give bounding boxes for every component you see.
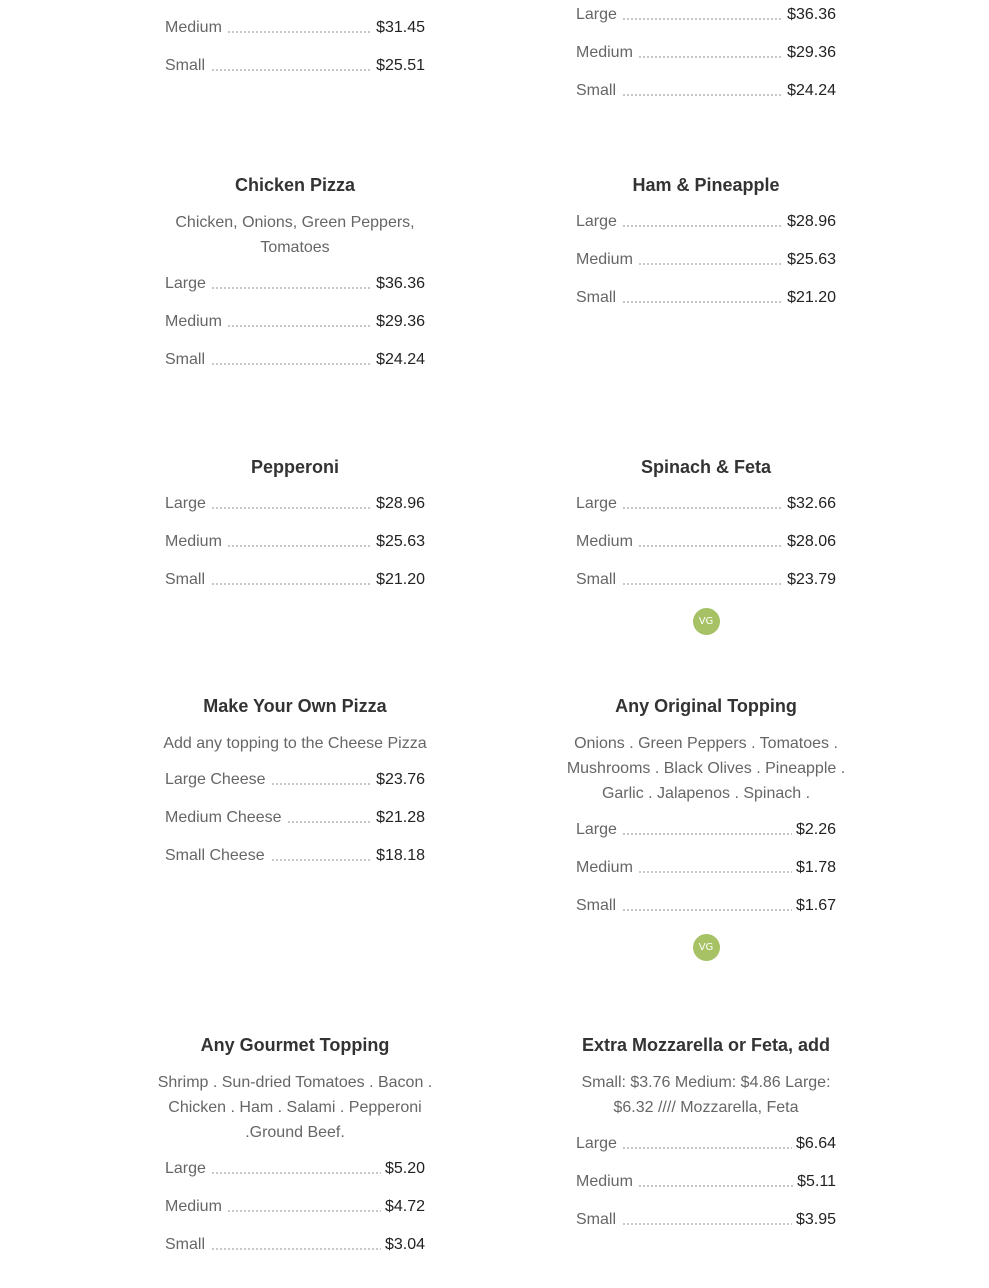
price: $18.18 — [372, 844, 425, 868]
price: $21.20 — [372, 568, 425, 592]
price-row — [155, 272, 435, 310]
size-label: Small — [165, 1233, 211, 1257]
price-row — [566, 41, 846, 79]
price-row — [566, 1208, 846, 1246]
price-row — [155, 1233, 435, 1271]
size-label: Small Cheese — [165, 844, 271, 868]
item-title: Pepperoni — [250, 457, 339, 477]
price: $21.28 — [372, 806, 425, 830]
price-row — [566, 3, 846, 41]
size-label: Small — [576, 894, 622, 918]
price-row — [566, 1132, 846, 1170]
menu-item-partial-top-right — [566, 3, 846, 117]
price-row — [155, 54, 435, 92]
price-row — [155, 492, 435, 530]
price-row — [566, 1170, 846, 1208]
price: $28.96 — [783, 210, 836, 234]
size-label: Medium — [576, 1170, 639, 1194]
item-title: Make Your Own Pizza — [203, 696, 387, 716]
price: $1.78 — [792, 856, 836, 880]
price: $36.36 — [783, 3, 836, 27]
price: $36.36 — [372, 272, 425, 296]
price-row — [155, 568, 435, 606]
size-label: Small — [165, 568, 211, 592]
size-label: Small — [165, 348, 211, 372]
size-label: Medium — [576, 530, 639, 554]
price: $3.04 — [381, 1233, 425, 1257]
price: $31.45 — [372, 16, 425, 40]
item-title: Ham & Pineapple — [632, 175, 780, 195]
menu-item-gourmet-topping — [155, 1033, 435, 1271]
item-description: Small: $3.76 Medium: $4.86 Large: $6.32 //// Mozzarella, Feta — [581, 1074, 831, 1116]
menu-item-pepperoni — [155, 455, 435, 606]
price: $24.24 — [783, 79, 836, 103]
menu-item-original-topping — [566, 694, 846, 964]
vegetarian-badge-icon: VG — [693, 934, 720, 961]
price-row — [155, 844, 435, 882]
price: $28.06 — [783, 530, 836, 554]
size-label: Large — [576, 1132, 623, 1156]
size-label: Medium — [165, 310, 228, 334]
price: $25.63 — [372, 530, 425, 554]
item-description: Shrimp . Sun-dried Tomatoes . Bacon . Chicken . Ham . Salami . Pepperoni .Ground Beef. — [157, 1074, 433, 1141]
size-label: Medium — [576, 41, 639, 65]
size-label: Large Cheese — [165, 768, 272, 792]
price-row — [155, 530, 435, 568]
item-title: Any Gourmet Topping — [200, 1035, 390, 1055]
item-description: Add any topping to the Cheese Pizza — [163, 735, 427, 752]
price: $4.72 — [381, 1195, 425, 1219]
size-label: Small — [576, 79, 622, 103]
price: $3.95 — [792, 1208, 836, 1232]
size-label: Large — [576, 210, 623, 234]
price: $24.24 — [372, 348, 425, 372]
price: $29.36 — [372, 310, 425, 334]
price: $6.64 — [792, 1132, 836, 1156]
size-label: Small — [576, 1208, 622, 1232]
size-label: Medium — [576, 856, 639, 880]
menu-item-spinach-feta — [566, 455, 846, 638]
item-title: Chicken Pizza — [234, 175, 356, 195]
size-label: Small — [576, 568, 622, 592]
size-label: Medium — [165, 16, 228, 40]
size-label: Large — [576, 3, 623, 27]
price-row — [155, 1157, 435, 1195]
price-row — [155, 310, 435, 348]
size-label: Large — [165, 1157, 212, 1181]
size-label: Small — [165, 54, 211, 78]
price-row — [566, 79, 846, 117]
price-row — [155, 806, 435, 844]
price: $21.20 — [783, 286, 836, 310]
badge-wrap — [566, 608, 846, 638]
item-title: Any Original Topping — [615, 696, 797, 716]
menu-item-partial-top-left — [155, 16, 435, 92]
price: $1.67 — [792, 894, 836, 918]
price-row — [566, 568, 846, 606]
item-description: Onions . Green Peppers . Tomatoes . Mushrooms . Black Olives . Pineapple . Garlic . Jalapenos . Spinach . — [566, 735, 846, 802]
size-label: Large — [165, 492, 212, 516]
item-title: Extra Mozzarella or Feta, add — [581, 1035, 831, 1055]
price-row — [155, 768, 435, 806]
item-title: Spinach & Feta — [640, 457, 772, 477]
price-row — [566, 492, 846, 530]
size-label: Medium — [165, 530, 228, 554]
price: $23.76 — [372, 768, 425, 792]
price-row — [566, 894, 846, 932]
badge-wrap — [566, 934, 846, 964]
price-row — [566, 210, 846, 248]
menu-item-make-your-own — [155, 694, 435, 882]
size-label: Large — [165, 272, 212, 296]
menu-item-chicken-pizza — [155, 173, 435, 386]
size-label: Small — [576, 286, 622, 310]
vegetarian-badge-icon: VG — [693, 608, 720, 635]
price-row — [566, 818, 846, 856]
menu-item-extra-mozzarella — [566, 1033, 846, 1246]
size-label: Medium — [576, 248, 639, 272]
size-label: Large — [576, 818, 623, 842]
item-description: Chicken, Onions, Green Peppers, Tomatoes — [175, 214, 415, 256]
price: $25.63 — [783, 248, 836, 272]
price: $25.51 — [372, 54, 425, 78]
price-row — [566, 286, 846, 324]
price: $32.66 — [783, 492, 836, 516]
price: $2.26 — [792, 818, 836, 842]
price-row — [566, 530, 846, 568]
price-row — [155, 1195, 435, 1233]
price-row — [155, 16, 435, 54]
size-label: Medium — [165, 1195, 228, 1219]
price-row — [155, 348, 435, 386]
price-row — [566, 856, 846, 894]
size-label: Large — [576, 492, 623, 516]
size-label: Medium Cheese — [165, 806, 288, 830]
price: $29.36 — [783, 41, 836, 65]
price: $5.20 — [381, 1157, 425, 1181]
price: $23.79 — [783, 568, 836, 592]
menu-item-ham-pineapple — [566, 173, 846, 324]
price: $5.11 — [793, 1170, 836, 1194]
price-row — [566, 248, 846, 286]
price: $28.96 — [372, 492, 425, 516]
